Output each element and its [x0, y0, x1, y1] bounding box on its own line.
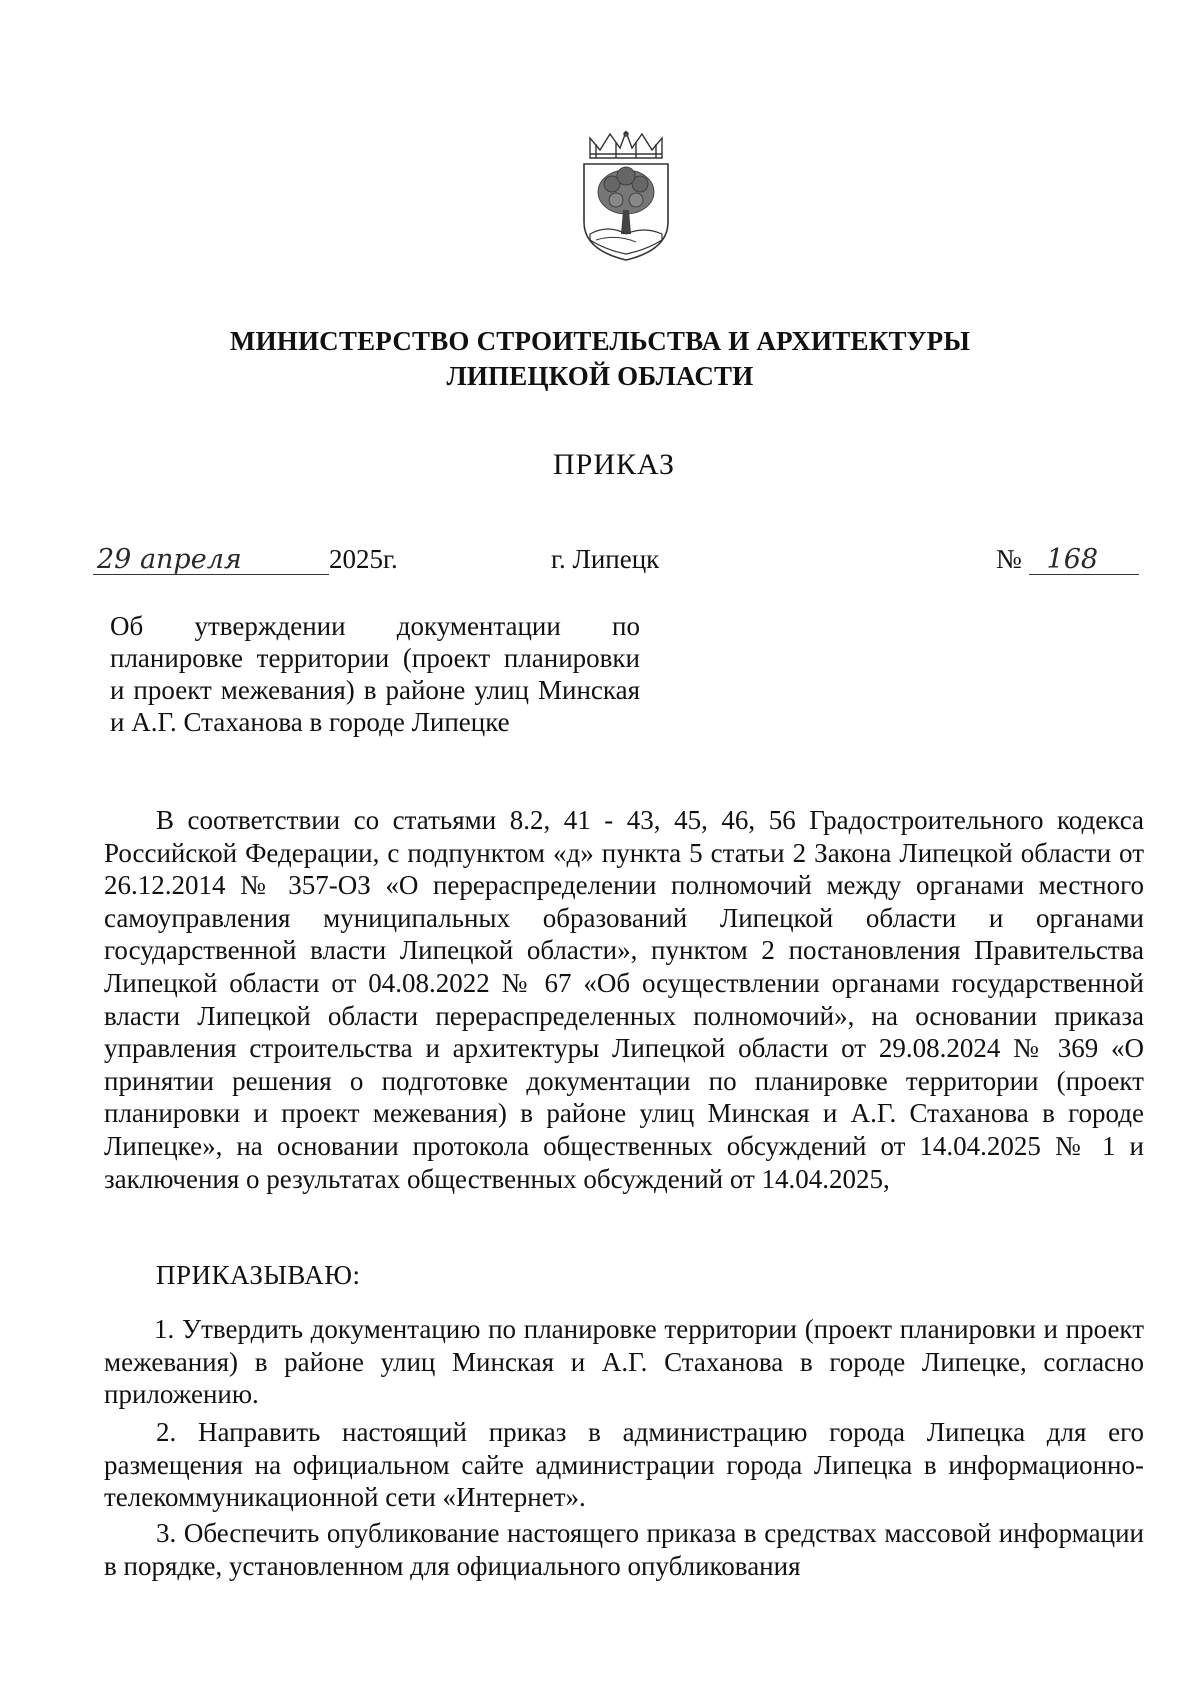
handwritten-number: 168	[1046, 544, 1099, 575]
decree-word: ПРИКАЗЫВАЮ:	[156, 1260, 361, 1290]
number-line	[996, 544, 1139, 575]
order-item-3: 3. Обеспечить опубликование настоящего приказа в средствах массовой информации в порядке, установленном для официального опубликования	[104, 1518, 1144, 1581]
number-prefix: №	[996, 544, 1022, 574]
order-subject: Об утверждении документации по планировке территории (проект планировки и проект межевания) в районе улиц Минская и А.Г. Стаханова в городе Липецке	[110, 611, 640, 737]
order-item-2: 2. Направить настоящий приказ в администрацию города Липецка для его размещения на официальном сайте администрации города Липецка в информационно-телекоммуникационной сети «Интернет».	[104, 1417, 1144, 1513]
coat-of-arms-icon	[576, 130, 676, 262]
date-line	[93, 544, 398, 575]
document-type: ПРИКАЗ	[553, 448, 675, 481]
handwritten-date: 29 апреля	[97, 544, 242, 575]
preamble-paragraph: В соответствии со статьями 8.2, 41 - 43, 45, 46, 56 Градостроительного кодекса Российской Федерации, с подпунктом «д» пункта 5 статьи 2 Закона Липецкой области от 26.12.2014 № 357-ОЗ «О перераспределении полномочий между органами местного самоуправления муниципальных образований Липецкой области и органами государственной власти Липецкой области», пунктом 2 постановления Правительства Липецкой области от 04.08.2022 № 67 «Об осуществлении органами государственной власти Липецкой области перераспределенных полномочий», на основании приказа управления строительства и архитектуры Липецкой области от 29.08.2024 № 369 «О принятии решения о подготовке документации по планировке территории (проект планировки и проект межевания) в районе улиц Минская и А.Г. Стаханова в городе Липецке», на основании протокола общественных обсуждений от 14.04.2025 № 1 и заключения о результатах общественных обсуждений от 14.04.2025,	[104, 805, 1144, 1194]
date-year: 2025г.	[329, 544, 398, 574]
order-item-1: 1. Утвердить документацию по планировке территории (проект планировки и проект межевания) в районе улиц Минская и А.Г. Стаханова в городе Липецке, согласно приложению.	[104, 1314, 1144, 1410]
date-field	[93, 545, 329, 575]
ministry-line-1: МИНИСТЕРСТВО СТРОИТЕЛЬСТВА И АРХИТЕКТУРЫ	[229, 326, 971, 356]
ministry-name	[0, 324, 1200, 394]
number-field	[1029, 545, 1139, 575]
city: г. Липецк	[551, 544, 660, 574]
ministry-line-2: ЛИПЕЦКОЙ ОБЛАСТИ	[446, 361, 754, 391]
